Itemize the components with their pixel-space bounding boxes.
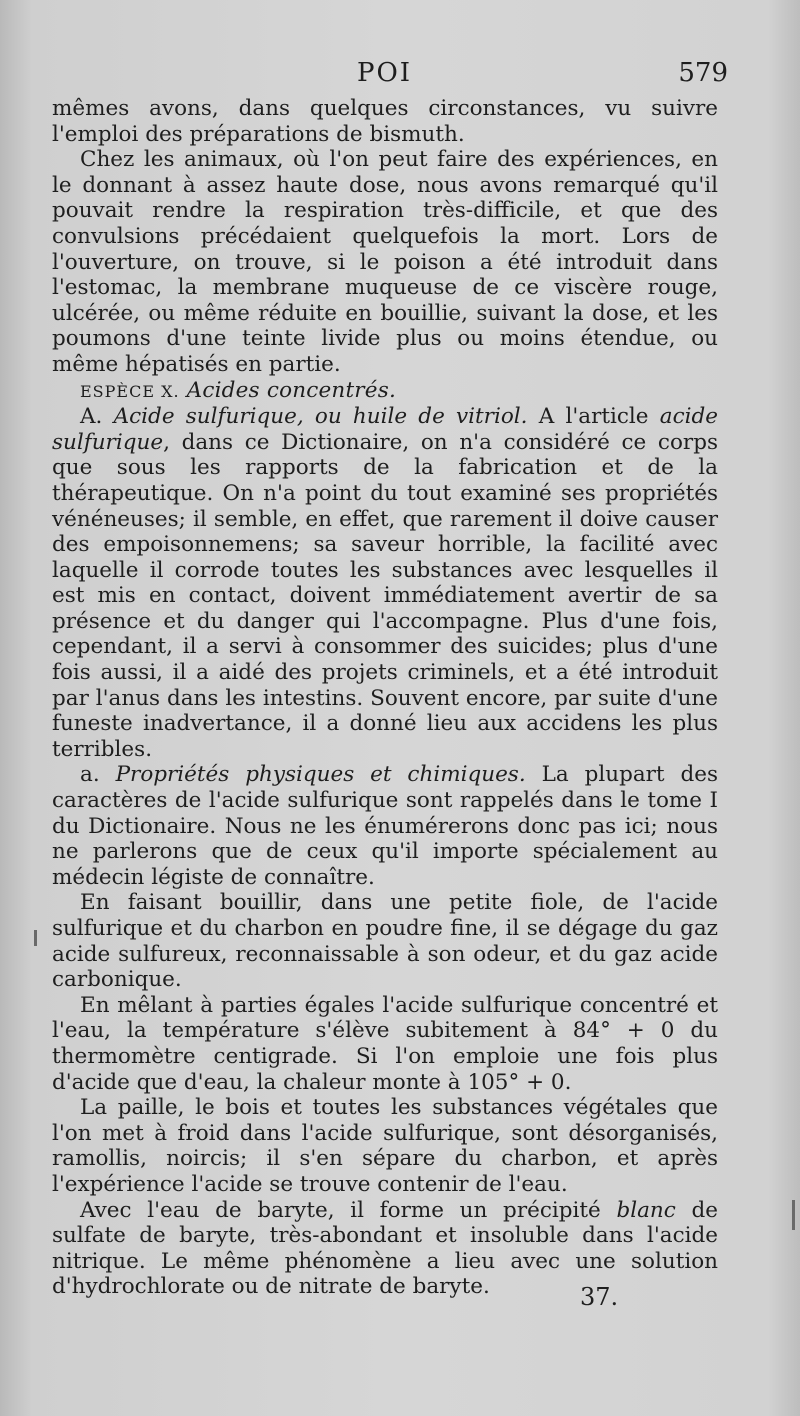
subsection-title: Acide sulfurique, ou huile de vitriol.	[113, 404, 528, 430]
paragraph	[52, 404, 718, 762]
cross-reference: acide sulfurique	[52, 404, 718, 455]
paragraph	[52, 762, 718, 890]
section-heading	[52, 378, 718, 405]
paragraph: En mêlant à parties égales l'acide sulfurique concentré et l'eau, la température s'élève subitement à 84° + 0 du thermomètre centigrade. Si l'on emploie une fois plus d'acide que d'eau, la chaleur monte à 105° + 0.	[52, 992, 718, 1095]
margin-mark	[792, 1200, 795, 1230]
paragraph-text: de sulfate de baryte, très-abondant et insoluble dans l'acide nitrique. Le même phénomène a lieu avec une solution d'hydrochlorate ou de nitrate de baryte.	[52, 1197, 718, 1300]
paragraph-text: Avec l'eau de baryte, il forme un précipité	[80, 1197, 617, 1223]
section-title: Acides concentrés.	[186, 377, 396, 403]
signature-mark: 37.	[580, 1283, 619, 1311]
paragraph: La paille, le bois et toutes les substances végétales que l'on met à froid dans l'acide sulfurique, sont désorganisés, ramollis, noircis; il s'en sépare du charbon, et après l'expérience l'acide se trouve contenir de l'eau.	[52, 1095, 718, 1197]
paragraph-text: La plupart des caractères de l'acide sulfurique sont rappelés dans le tome I du Dictionaire. Nous ne les énumérerons donc pas ici; nous ne parlerons que de ceux qu'il importe spécialement au médecin légiste de connaître.	[52, 762, 719, 890]
page-header	[52, 58, 728, 94]
page-number: 579	[678, 58, 728, 88]
emphasis: blanc	[616, 1197, 676, 1223]
paragraph-text: A l'article	[527, 404, 660, 430]
running-head: POI	[357, 58, 413, 88]
section-label: ESPÈCE X.	[80, 381, 180, 401]
paragraph-text: , dans ce Dictionaire, on n'a considéré ce corps que sous les rapports de la fabrication et de la thérapeutique. On n'a point du tout examiné ses propriétés vénéneuses; il semble, en effet, que rarement il doive causer des empoisonnemens; sa saveur horrible, la facilité avec laquelle il corrode toutes les substances avec lesquelles il est mis en contact, doivent immédiatement avertir de sa présence et du danger qui l'accompagne. Plus d'une fois, cependant, il a servi à consommer des suicides; plus d'une fois aussi, il a aidé des projets criminels, et a été introduit par l'anus dans les intestins. Souvent encore, par suite d'une funeste inadvertance, il a donné lieu aux accidens les plus terribles.	[52, 429, 718, 762]
paragraph: En faisant bouillir, dans une petite fiole, de l'acide sulfurique et du charbon en poudre fine, il se dégage du gaz acide sulfureux, reconnaissable à son odeur, et du gaz acide carbonique.	[52, 890, 718, 993]
subsection-label: A.	[80, 404, 103, 430]
subsection-title: Propriétés physiques et chimiques.	[115, 762, 526, 788]
body-text	[52, 96, 718, 1300]
paragraph: Chez les animaux, où l'on peut faire des expériences, en le donnant à assez haute dose, nous avons remarqué qu'il pouvait rendre la respiration très-difficile, et que des convulsions précédaient quelquefois la mort. Lors de l'ouverture, on trouve, si le poison a été introduit dans l'estomac, la membrane muqueuse de ce viscère rouge, ulcérée, ou même réduite en bouillie, suivant la dose, et les poumons d'une teinte livide plus ou moins étendue, ou même hépatisés en partie.	[52, 147, 718, 377]
margin-mark	[34, 930, 37, 946]
paragraph: mêmes avons, dans quelques circonstances, vu suivre l'emploi des préparations de bismuth.	[52, 96, 718, 147]
subsection-label: a.	[80, 762, 100, 788]
